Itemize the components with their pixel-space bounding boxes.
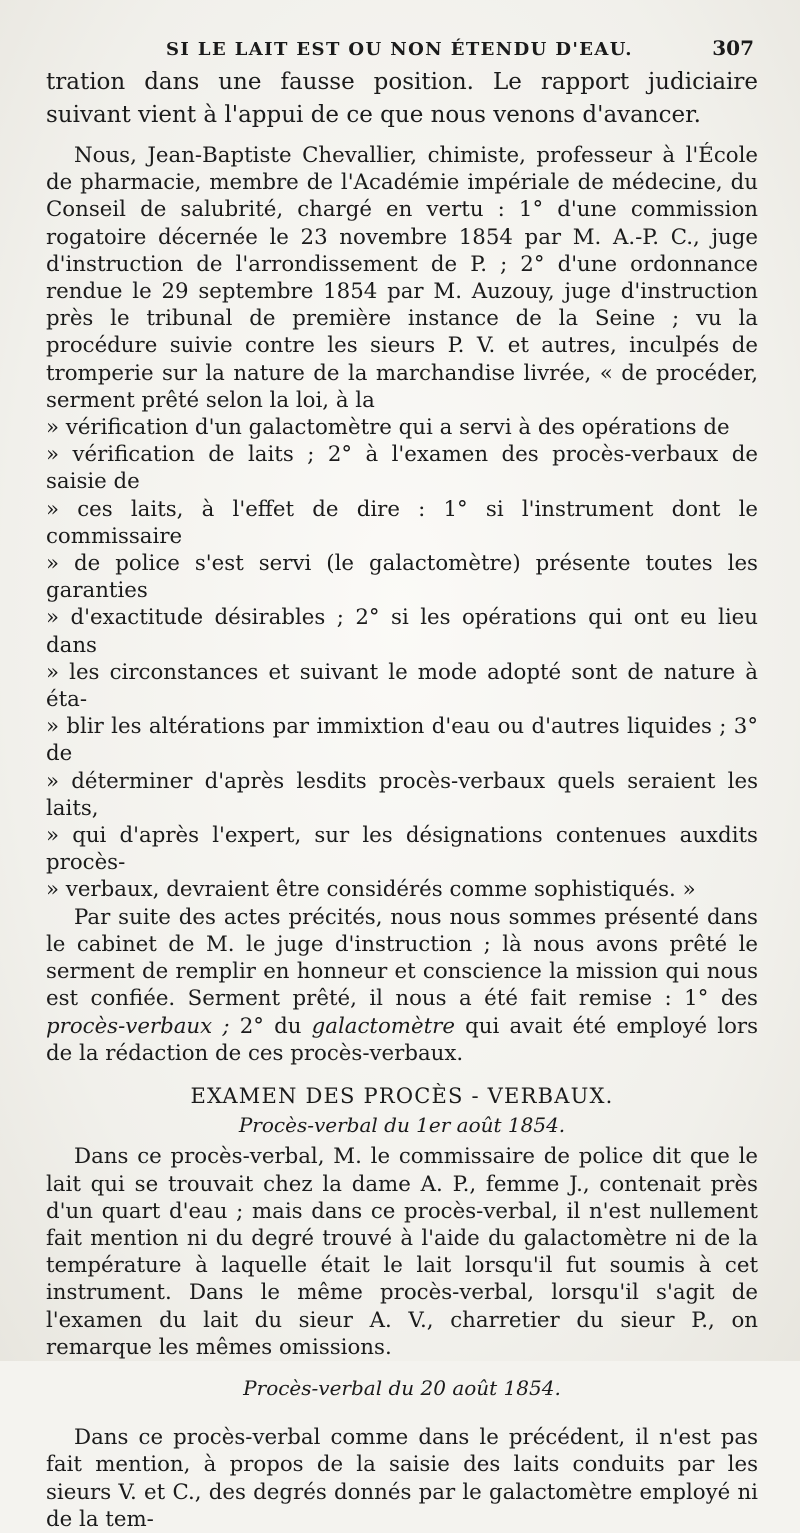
quoted-block	[46, 414, 758, 904]
quoted-line: » vérification de laits ; 2° à l'examen des procès-verbaux de saisie de	[46, 442, 758, 495]
body-text	[46, 66, 758, 1533]
lead-paragraph: tration dans une fausse position. Le rapport judiciaire suivant vient à l'appui de ce que nous venons d'avancer.	[46, 69, 758, 128]
quoted-line: » qui d'après l'expert, sur les désignations contenues auxdits procès-	[46, 823, 758, 876]
oath-paragraph	[46, 904, 758, 1067]
oath-emphasis-proces-verbaux: procès-verbaux ;	[46, 1013, 230, 1039]
quoted-line: » vérification d'un galactomètre qui a servi à des opérations de	[46, 415, 730, 441]
subsection-title-aug20: Procès-verbal du 20 août 1854.	[243, 1375, 561, 1400]
quoted-line: » verbaux, devraient être considérés comme sophistiqués. »	[46, 877, 696, 903]
oath-emphasis-galactometre: galactomètre	[311, 1013, 455, 1039]
quoted-line: » les circonstances et suivant le mode adopté sont de nature à éta-	[46, 659, 758, 713]
section-title: EXAMEN DES PROCÈS - VERBAUX.	[190, 1083, 614, 1108]
quoted-line: » de police s'est servi (le galactomètre) présente toutes les garanties	[46, 551, 758, 604]
oath-text-end: qui avait été employé lors de la rédaction de ces procès-verbaux.	[46, 1013, 759, 1066]
quoted-line: » ces laits, à l'effet de dire : 1° si l'instrument dont le commissaire	[46, 496, 758, 549]
running-title: SI LE LAIT EST OU NON ÉTENDU D'EAU.	[166, 39, 633, 60]
quoted-line: » d'exactitude désirables ; 2° si les opérations qui ont eu lieu dans	[46, 605, 758, 658]
oath-text-start: Par suite des actes précités, nous nous sommes présenté dans le cabinet de M. le juge d'instruction ; là nous avons prêté le serment de remplir en honneur et conscience la mission qui nous est confiée. Serment prêté, il nous a été fait remise : 1° des	[46, 904, 758, 1012]
report-intro-paragraph: Nous, Jean-Baptiste Chevallier, chimiste, professeur à l'École de pharmacie, membre de l'Académie impériale de médecine, du Conseil de salubrité, chargé en vertu : 1° d'une commission rogatoire décernée le 23 novembre 1854 par M. A.-P. C., juge d'instruction de l'arrondissement de P. ; 2° d'une ordonnance rendue le 29 septembre 1854 par M. Auzouy, juge d'instruction près le tribunal de première instance de la Seine ; vu la procédure suivie contre les sieurs P. V. et autres, inculpés de tromperie sur la nature de la marchandise livrée, « de procéder, serment prêté selon la loi, à la	[46, 143, 758, 413]
subsection-title-aug1: Procès-verbal du 1er août 1854.	[238, 1113, 566, 1138]
quoted-line: » déterminer d'après lesdits procès-verbaux quels seraient les laits,	[46, 768, 758, 821]
page-number: 307	[712, 36, 754, 60]
aug1-paragraph: Dans ce procès-verbal, M. le commissaire de police dit que le lait qui se trouvait chez la dame A. P., femme J., contenait près d'un quart d'eau ; mais dans ce procès-verbal, il n'est nullement fait mention ni du degré trouvé à l'aide du galactomètre ni de la température à laquelle était le lait lorsqu'il fut soumis à cet instrument. Dans le même procès-verbal, lorsqu'il s'agit de l'examen du lait du sieur A. V., charretier du sieur P., on remarque les mêmes omissions.	[46, 1144, 758, 1360]
aug20-paragraph: Dans ce procès-verbal comme dans le précédent, il n'est pas fait mention, à propos de la saisie des laits conduits par les sieurs V. et C., des degrés donnés par le galactomètre employé ni de la tem-	[46, 1425, 758, 1532]
running-head	[46, 36, 758, 60]
quoted-line: » blir les altérations par immixtion d'eau ou d'autres liquides ; 3° de	[46, 714, 758, 767]
oath-text-mid: 2° du	[229, 1013, 312, 1039]
